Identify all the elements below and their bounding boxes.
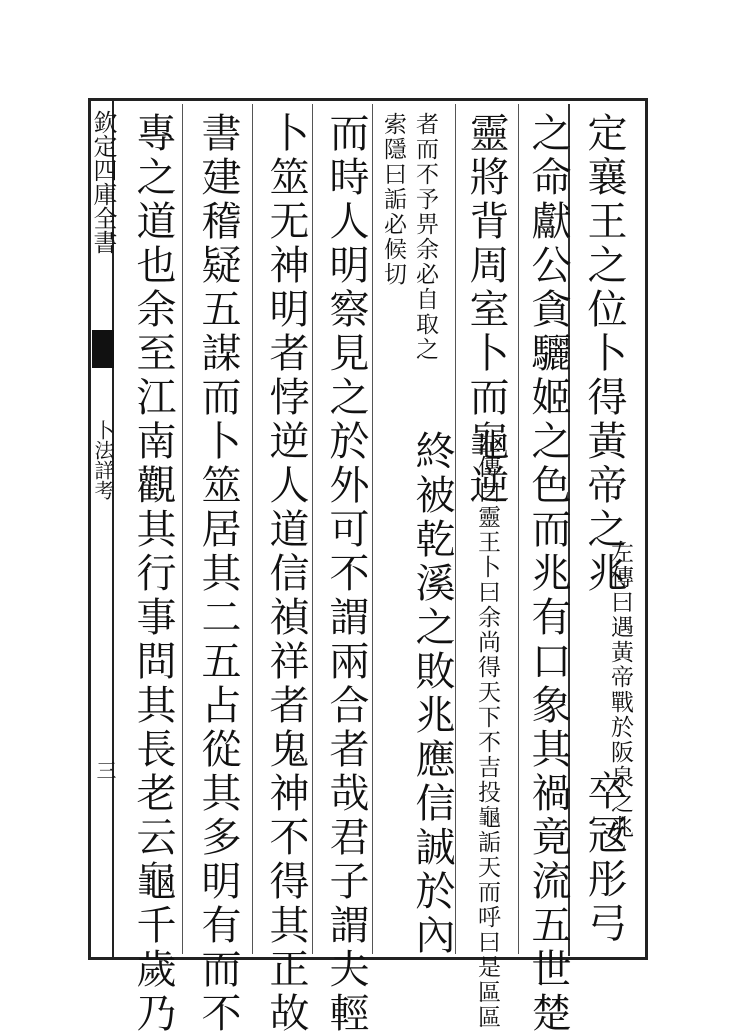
text-column-5: 而時人明察見之於外可不謂兩合者哉君子謂夫輕	[323, 112, 369, 1036]
text-column-4: 終被乾溪之敗兆應信誠於內	[409, 430, 455, 958]
text-column-1b: 卒㓂彤弓	[581, 770, 627, 946]
text-column-3: 靈將背周室卜而龜逆	[463, 112, 509, 508]
column-rule	[252, 104, 253, 954]
text-column-2: 之命獻公貪驪姬之色而兆有口象其禍竟流五世楚	[525, 112, 571, 1036]
fish-tail-mark	[92, 330, 114, 368]
text-column-7: 書建稽疑五謀而卜筮居其二五占從其多明有而不	[195, 112, 241, 1036]
text-column-8: 專之道也余至江南觀其行事問其長老云龜千歲乃	[130, 112, 176, 1036]
page-number: 三	[93, 760, 117, 780]
annotation-column-1a: 左傳曰遇黃帝戰於阪泉之兆	[607, 540, 633, 840]
annotation-column-4b: 索隱曰詬必候切	[380, 112, 406, 287]
library-title: 欽定四庫全書	[89, 110, 117, 254]
text-column-6: 卜筮无神明者悖逆人道信禎祥者鬼神不得其正故	[263, 112, 309, 1036]
annotation-column-4a: 者而不予畀余必自取之	[412, 112, 438, 362]
annotation-column-3a: 左傳曰靈王卜曰余尚得天下不吉投龜詬天而呼曰是區區	[474, 430, 500, 1030]
book-title: 卜法詳考	[91, 420, 115, 500]
text-column-1: 定襄王之位卜得黃帝之兆	[581, 112, 627, 596]
column-rule	[182, 104, 183, 954]
column-rule	[518, 104, 519, 954]
